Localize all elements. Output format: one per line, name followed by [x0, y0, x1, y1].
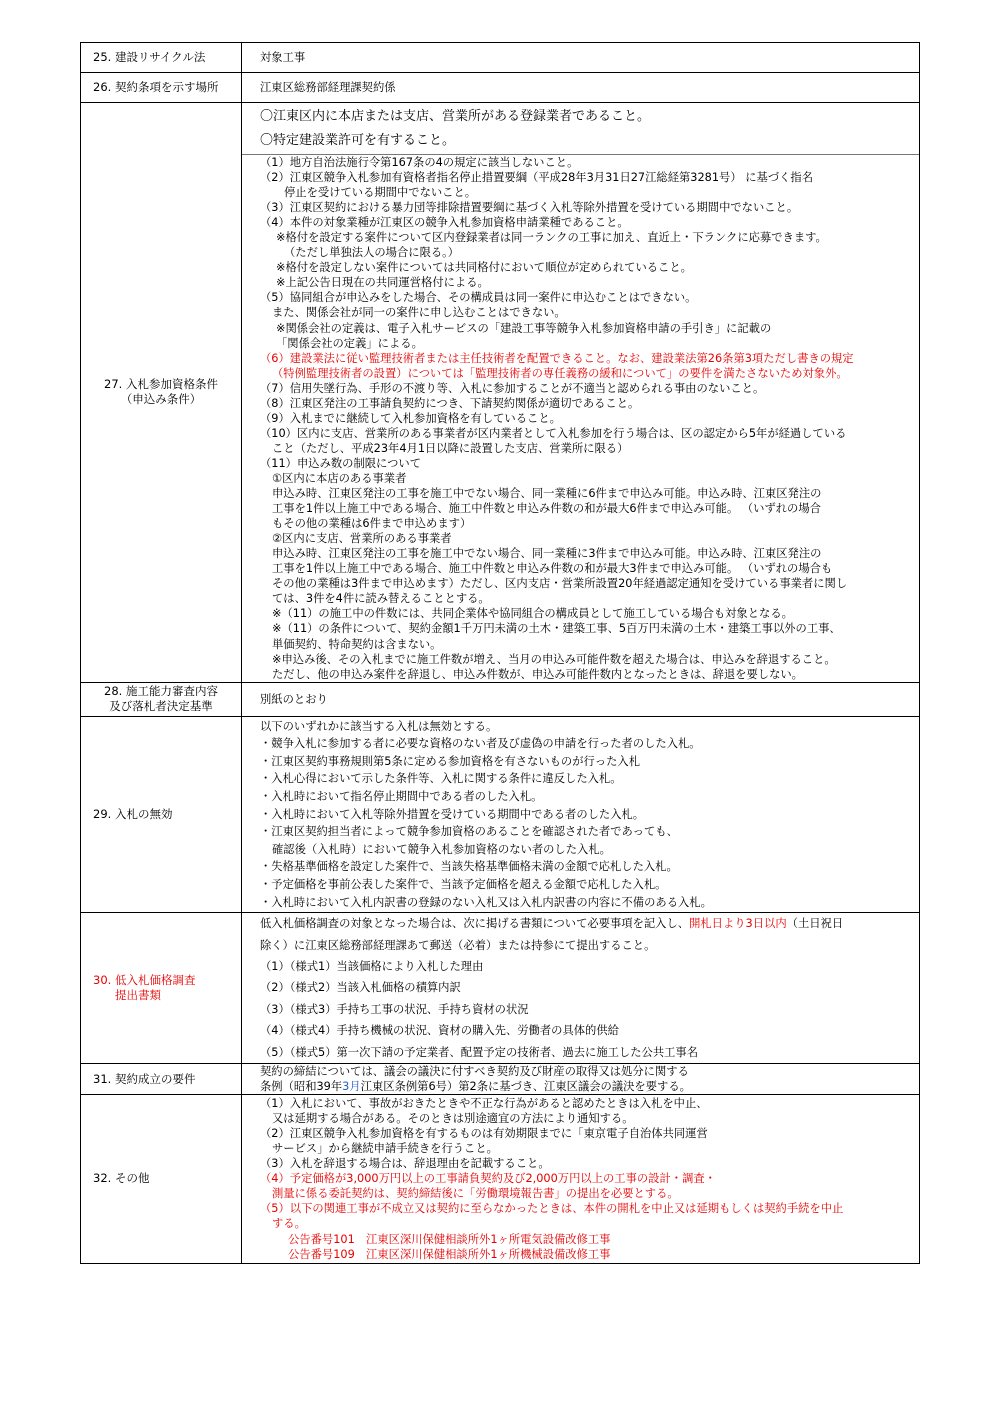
row-32 — [81, 1095, 920, 1264]
row-30 — [81, 913, 920, 1064]
row-28-content: 別紙のとおり — [242, 682, 920, 716]
row-30-label: 30. 低入札価格調査 提出書類 — [81, 913, 242, 1064]
row-28-label: 28. 施工能力審査内容 及び落札者決定基準 — [81, 682, 242, 716]
row-27-label: 27. 入札参加資格条件 （申込み条件） — [81, 103, 242, 683]
row-29-label: 29. 入札の無効 — [81, 716, 242, 913]
row-25 — [81, 43, 920, 73]
row-31 — [81, 1064, 920, 1095]
row-29-content: 以下のいずれかに該当する入札は無効とする。 ・競争入札に参加する者に必要な資格のない者及び虚偽の申請を行った者のした入札。 ・江東区契約事務規則第5条に定める参加資格を有さないものが行った入札 ・入札心得において示した条件等、入札に関する条件に違反した入札。 ・入札時において指名停止期間中である者のした入札。 ・入札時において入札等除外措置を受けている期間中である者のした入札。 ・江東区契約担当者によって競争参加資格のあることを確認された者であっても、 確認後（入札時）において競争入札参加資格のない者のした入札。 ・失格基準価格を設定した案件で、当該失格基準価格未満の金額で応札した入札。 ・予定価格を事前公表した案件で、当該予定価格を超える金額で応札した入札。 ・入札時において入札内訳書の登録のない入札又は入札内訳書の内容に不備のある入札。 — [242, 716, 920, 913]
conditions-table — [80, 42, 920, 1264]
row-31-content: 契約の締結については、議会の議決に付すべき契約及び財産の取得又は処分に関する 条例（昭和39年3月江東区条例第6号）第2条に基づき、江東区議会の議決を要する。 — [242, 1064, 920, 1095]
row-26 — [81, 73, 920, 103]
row-25-content: 対象工事 — [242, 43, 920, 73]
row-26-label: 26. 契約条項を示す場所 — [81, 73, 242, 103]
row-32-label: 32. その他 — [81, 1095, 242, 1264]
row-32-content: （1）入札において、事故がおきたときや不正な行為があると認めたときは入札を中止、 又は延期する場合がある。そのときは別途適宜の方法により通知する。 （2）江東区競争入札参加資格を有するものは有効期限までに「東京電子自治体共同運営 サービス」から継続申請手続きを行うこと。 （3）入札を辞退する場合は、辞退理由を記載すること。 （4）予定価格が3,000万円以上の工事請負契約及び2,000万円以上の工事の設計・調査・ 測量に係る委託契約は、契約締結後に「労働環境報告書」の提出を必要とする。 （5）以下の関連工事が不成立又は契約に至らなかったときは、本件の開札を中止又は延期もしくは契約手続を中止 する。 公告番号101 江東区深川保健相談所外1ヶ所電気設備改修工事 公告番号109 江東区深川保健相談所外1ヶ所機械設備改修工事 — [242, 1095, 920, 1264]
row-28 — [81, 682, 920, 716]
row-31-line-2: 条例（昭和39年3月江東区条例第6号）第2条に基づき、江東区議会の議決を要する。 — [260, 1080, 691, 1094]
row-30-content: 低入札価格調査の対象となった場合は、次に掲げる書類について必要事項を記入し、開札日より3日以内（土日祝日 除く）に江東区総務部経理課あて郵送（必着）または持参にて提出すること。 （1）（様式1）当該価格により入札した理由 （2）（様式2）当該入札価格の積算内訳 （3）（様式3）手持ち工事の状況、手持ち資材の状況 （4）（様式4）手持ち機械の状況、資材の購入先、労働者の具体的供給 （5）（様式5）第一次下請の予定業者、配置予定の技術者、過去に施工した公共工事名 — [242, 913, 920, 1064]
row-27-content — [242, 103, 920, 683]
row-27-top-requirements: 〇江東区内に本店または支店、営業所がある登録業者であること。 〇特定建設業許可を有すること。 — [260, 109, 651, 148]
row-31-label: 31. 契約成立の要件 — [81, 1064, 242, 1095]
row-27 — [81, 103, 920, 683]
row-25-label: 25. 建設リサイクル法 — [81, 43, 242, 73]
row-29 — [81, 716, 920, 913]
row-27-detail-list: （1）地方自治法施行令第167条の4の規定に該当しないこと。 （2）江東区競争入札参加有資格者指名停止措置要綱（平成28年3月31日27江総経第3281号） に基づく指名 停止を受けている期間中でないこと。 （3）江東区契約における暴力団等排除措置要綱に基づく入札等除外措置を受けている期間中でないこと。 （4）本件の対象業種が江東区の競争入札参加資格申請業種であること。 ※格付を設定する案件について区内登録業者は同一ランクの工事に加え、直近上・下ランクに応募できます。 （ただし単独法人の場合に限る。） ※格付を設定しない案件については共同格付において順位が定められていること。 ※上記公告日現在の共同運営格付による。 （5）協同組合が申込みをした場合、その構成員は同一案件に申込むことはできない。 また、関係会社が同一の案件に申し込むことはできない。 ※関係会社の定義は、電子入札サービスの「建設工事等競争入札参加資格申請の手引き」に記載の 「関係会社の定義」による。 （6）建設業法に従い監理技術者または主任技術者を配置できること。なお、建設業法第26条第3項ただし書きの規定 （特例監理技術者の設置）については「監理技術者の専任義務の緩和について」の要件を満たさないため対象外。 （7）信用失墜行為、手形の不渡り等、入札に参加することが不適当と認められる事由のないこと。 （8）江東区発注の工事請負契約につき、下請契約関係が適切であること。 （9）入札までに継続して入札参加資格を有していること。 （10）区内に支店、営業所のある事業者が区内業者として入札参加を行う場合は、区の認定から5年が経過している こと（ただし、平成23年4月1日以降に設置した支店、営業所に限る） （11）申込み数の制限について ①区内に本店のある事業者 申込み時、江東区発注の工事を施工中でない場合、同一業種に6件まで申込み可能。申込み時、江東区発注の 工事を1件以上施工中である場合、施工中件数と申込み件数の和が最大6件まで申込み可能。 （いずれの場合 もその他の業種は6件まで申込めます） ②区内に支店、営業所のある事業者 申込み時、江東区発注の工事を施工中でない場合、同一業種に3件まで申込み可能。申込み時、江東区発注の 工事を1件以上施工中である場合、施工中件数と申込み件数の和が最大3件まで申込み可能。 （いずれの場合も その他の業種は3件まで申込めます）ただし、区内支店・営業所設置20年経過認定通知を受けている事業者に関し ては、3件を4件に読み替えることとする。 ※（11）の施工中の件数には、共同企業体や協同組合の構成員として施工している場合も対象となる。 ※（11）の条件について、契約金額1千万円未満の土木・建築工事、5百万円未満の土木・建築工事以外の工事、 単価契約、特命契約は含まない。 ※申込み後、その入札までに施工件数が増え、当月の申込み可能件数を超えた場合は、申込みを辞退すること。 ただし、他の申込み案件を辞退し、申込み件数が、申込み可能件数内となったときは、辞退を要しない。 — [242, 154, 919, 682]
row-26-content: 江東区総務部経理課契約係 — [242, 73, 920, 103]
row-30-intro-line: 低入札価格調査の対象となった場合は、次に掲げる書類について必要事項を記入し、開札日より3日以内（土日祝日 — [260, 917, 844, 931]
